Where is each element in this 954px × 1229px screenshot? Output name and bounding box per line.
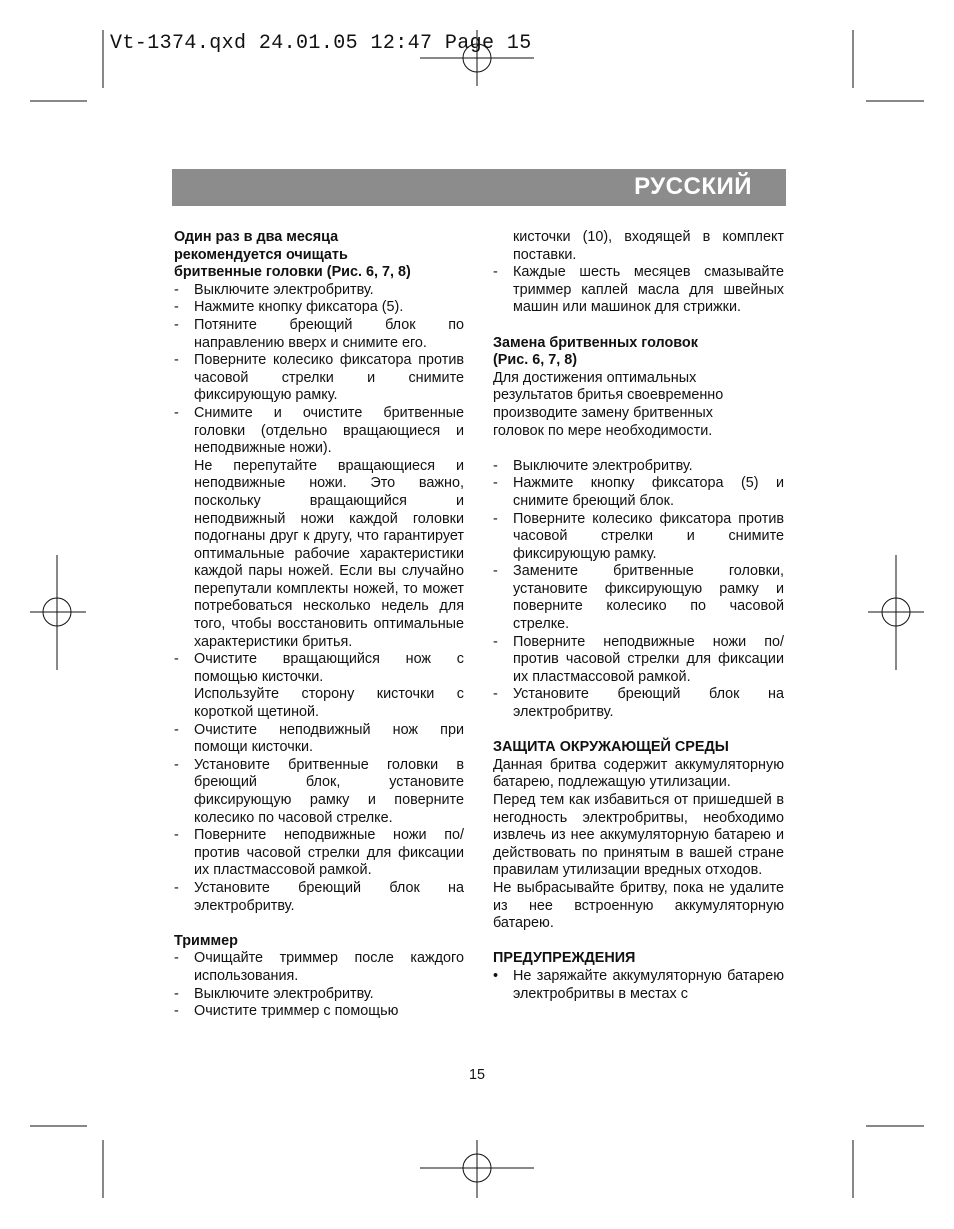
list-item: • Не заряжайте аккумуляторную батарею электробритвы в местах с: [493, 967, 784, 1002]
section-heading-warnings: ПРЕДУПРЕЖДЕНИЯ: [493, 950, 636, 967]
list-item: - Поверните колесико фиксатора против часовой стрелки и снимите фиксирующую рамку.: [174, 352, 464, 404]
list-item-continuation: кисточки (10), входящей в комплект поставки.: [513, 229, 784, 263]
list-item: - Выключите электробритву.: [174, 281, 374, 298]
right-column: [493, 229, 784, 1003]
paragraph: Данная бритва содержит аккумуляторную батарею, подлежащую утилизации.: [493, 756, 784, 791]
list-item: - Установите бреющий блок на электробритву.: [174, 879, 464, 914]
list-item: - Установите бритвенные головки в бреющий блок, установите фиксирующую рамку и поверните колесико по часовой стрелке.: [174, 756, 464, 826]
list-item: - Очистите вращающийся нож с помощью кисточки.: [174, 651, 464, 685]
list-item: - Поверните неподвижные ножи по/против часовой стрелки для фиксации их пластмассовой рамкой.: [174, 827, 464, 879]
left-column: [174, 229, 464, 1021]
list-item: - Потяните бреющий блок по направлению вверх и снимите его.: [174, 316, 464, 351]
list-item: - Поверните колесико фиксатора против часовой стрелки и снимите фиксирующую рамку.: [493, 510, 784, 562]
list-item-note: Используйте сторону кисточки с короткой щетиной.: [194, 686, 464, 721]
section-heading-trimmer: Триммер: [174, 932, 238, 949]
list-item: - Поверните неподвижные ножи по/против часовой стрелки для фиксации их пластмассовой рамкой.: [493, 633, 784, 685]
list-item: - Очистите триммер с помощью: [174, 1003, 399, 1020]
intro-paragraph: Для достижения оптимальных результатов бритья своевременно производите замену бритвенных головок по мере необходимости.: [493, 369, 724, 439]
file-slug-line: Vt-1374.qxd 24.01.05 12:47 Page 15: [110, 32, 532, 55]
section-heading-environment: ЗАЩИТА ОКРУЖАЮЩЕЙ СРЕДЫ: [493, 739, 729, 756]
list-item: - Нажмите кнопку фиксатора (5).: [174, 299, 404, 316]
list-item: - Очищайте триммер после каждого использования.: [174, 950, 464, 984]
banner-title: РУССКИЙ: [634, 173, 752, 200]
language-banner: [172, 169, 786, 206]
section-heading-cleaning-heads: Один раз в два месяца рекомендуется очищать бритвенные головки (Рис. 6, 7, 8): [174, 229, 411, 281]
section-heading-replacing-heads: Замена бритвенных головок (Рис. 6, 7, 8): [493, 334, 698, 369]
list-item: - Каждые шесть месяцев смазывайте триммер каплей масла для швейных машин или машинок для стрижки.: [493, 264, 784, 316]
list-item: - Снимите и очистите бритвенные головки (отдельно вращающиеся и неподвижные ножи).: [174, 404, 464, 457]
list-item: - Установите бреющий блок на электробритву.: [493, 686, 784, 721]
page-number: 15: [468, 1067, 485, 1083]
list-item: - Выключите электробритву.: [493, 457, 693, 474]
list-item: - Очистите неподвижный нож при помощи кисточки.: [174, 721, 464, 756]
list-item: - Выключите электробритву.: [174, 985, 374, 1002]
list-item: - Замените бритвенные головки, установите фиксирующую рамку и поверните колесико по часовой стрелке.: [493, 563, 784, 633]
list-item: - Нажмите кнопку фиксатора (5) и снимите бреющий блок.: [493, 475, 784, 509]
list-item-note: Не перепутайте вращающиеся и неподвижные ножи. Это важно, поскольку вращающийся и неподвижный ножи каждой головки подогнаны друг к другу, что гарантирует оптимальные рабочие характеристики каждой пары ножей. Если вы случайно перепутали комплекты ножей, то может потребоваться несколько недель для того, чтобы восстановить оптимальные характеристики бритья.: [194, 457, 464, 650]
paragraph: Не выбрасывайте бритву, пока не удалите из нее встроенную аккумуляторную батарею.: [493, 879, 784, 932]
paragraph: Перед тем как избавиться от пришедшей в негодность электробритвы, необходимо извлечь из нее аккумуляторную батарею и действовать по принятым в вашей стране правилам утилизации вредных отходов.: [493, 792, 784, 879]
